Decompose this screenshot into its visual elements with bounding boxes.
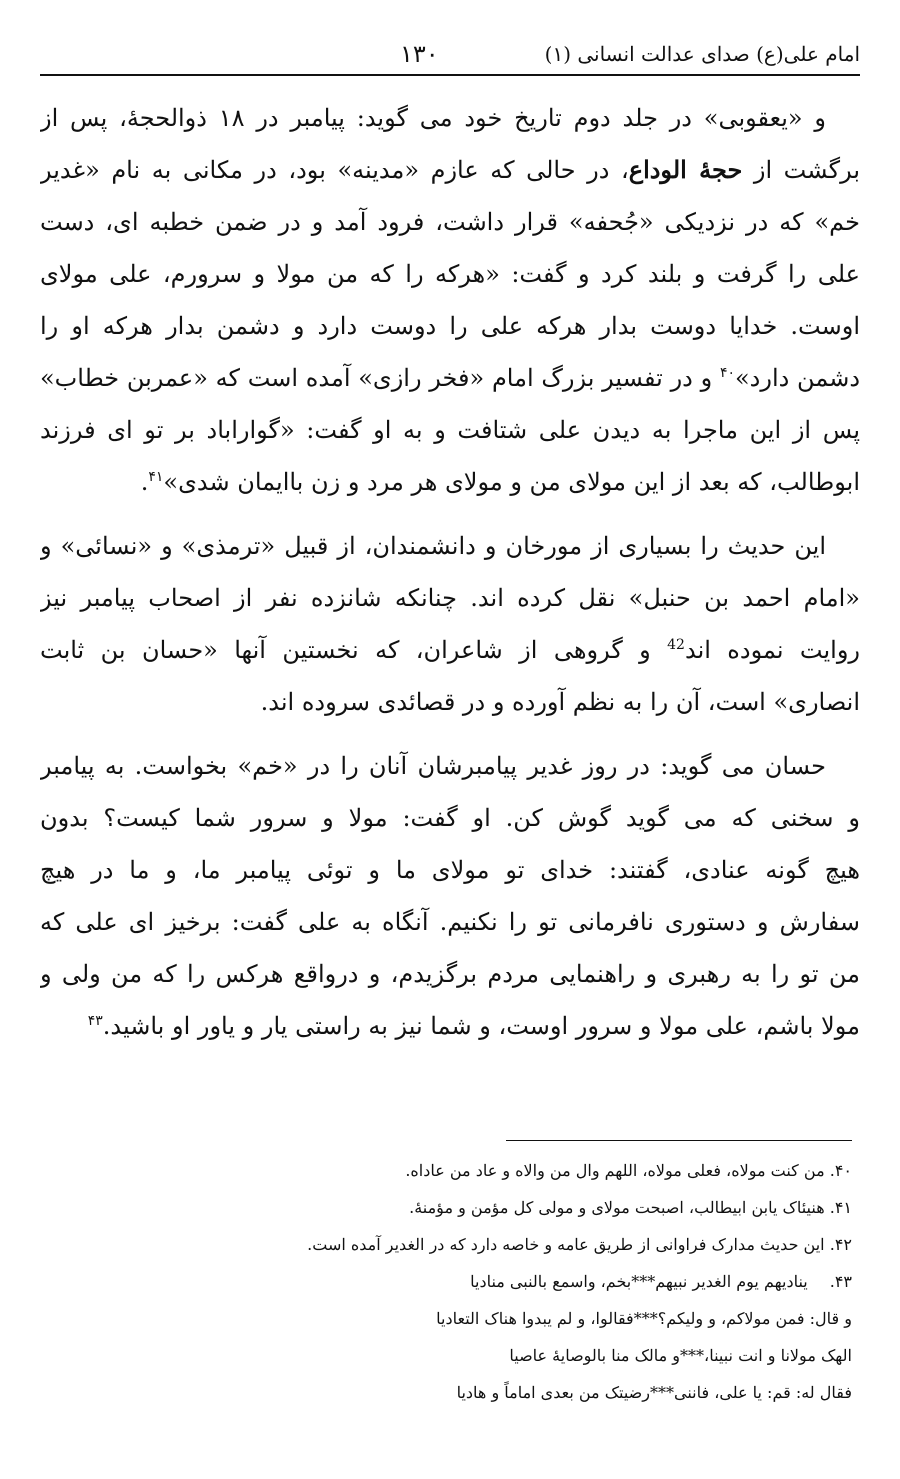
footnote-text: ینادیهم یوم الغدیر نبیهم***بخم، واسمع بالنبی منادیا (470, 1272, 808, 1291)
footnote-number: ۴۰. (829, 1161, 852, 1180)
text-line (40, 352, 860, 404)
footnote-divider (506, 1140, 852, 1141)
text-run: ابوطالب، که بعد از این مولای من و مولای هر مرد و زن باایمان شدی» (163, 468, 860, 496)
main-text (40, 92, 860, 1052)
text-line: و سخنی که می گوید گوش کن. او گفت: مولا و سرور شما کیست؟ بدون (40, 804, 860, 832)
text-line: این حدیث را بسیاری از مورخان و دانشمندان، از قبیل «ترمذی» و «نسائی» و (40, 532, 826, 560)
text-run: و در تفسیر بزرگ امام «فخر رازی» آمده است که «عمربن خطاب» (40, 364, 720, 392)
page-header (40, 30, 860, 76)
text-line: و «یعقوبی» در جلد دوم تاریخ خود می گوید: پیامبر در ۱۸ ذوالحجهٔ، پس از (40, 104, 826, 132)
footnotes (40, 1152, 852, 1411)
footnote-ref: ۴۰ (719, 365, 735, 381)
poem-line: الهک مولانا و انت نبینا،***و مالک منا بالوصایهٔ عاصیا (509, 1346, 852, 1365)
text-line: علی را گرفت و بلند کرد و گفت: «هرکه را که من مولا و سرورم، علی مولای (40, 260, 860, 288)
footnote-43 (40, 1263, 852, 1300)
text-run: دشمن دارد» (735, 364, 860, 392)
text-line (40, 1000, 860, 1052)
text-line: پس از این ماجرا به دیدن علی شتافت و به او گفت: «گواراباد بر تو ای فرزند (40, 416, 860, 444)
text-run: و گروهی از شاعران، که نخستین آنها «حسان بن ثابت (40, 636, 668, 664)
text-line (40, 456, 860, 508)
text-line: «امام احمد بن حنبل» نقل کرده اند. چنانکه شانزده نفر از اصحاب پیامبر نیز (40, 584, 860, 612)
text-line: من تو را به رهبری و راهنمایی مردم برگزیدم، و درواقع هرکس را که من ولی و (40, 960, 860, 988)
footnote-text: این حدیث مدارک فراوانی از طریق عامه و خاصه دارد که در الغدیر آمده است. (307, 1235, 830, 1254)
footnote-41 (40, 1189, 852, 1226)
poem-line: و قال: فمن مولاکم، و ولیکم؟***فقالوا، و لم یبدوا هناک التعادیا (436, 1309, 852, 1328)
bold-term: حجهٔ الوداع (628, 155, 743, 184)
footnote-ref: ۴۱ (148, 469, 164, 485)
text-run: . (140, 468, 149, 496)
running-title: امام علی(ع) صدای عدالت انسانی (۱) (544, 42, 860, 66)
text-run: مولا باشم، علی مولا و سرور اوست، و شما نیز به راستی یار و یاور او باشید. (102, 1012, 860, 1040)
text-line: حسان می گوید: در روز غدیر پیامبرشان آنان را در «خم» بخواست. به پیامبر (40, 752, 826, 780)
footnote-number: ۴۲. (829, 1235, 852, 1254)
footnote-number: ۴۳. (829, 1272, 852, 1291)
text-line: انصاری» است، آن را به نظم آورده و در قصائدی سروده اند. (260, 688, 860, 716)
text-run: ، در حالی که عازم «مدینه» بود، در مکانی به نام «غدیر (40, 156, 629, 184)
text-line (40, 144, 860, 196)
text-run: روایت نموده اند (684, 636, 860, 664)
footnote-40 (40, 1152, 852, 1189)
poem-line: فقال له: قم: یا علی، فاننی***رضیتک من بعدی اماماً و هادیا (456, 1383, 852, 1402)
footnote-number: ۴۱. (829, 1198, 852, 1217)
text-line: اوست. خدایا دوست بدار هرکه علی را دوست دارد و دشمن بدار هرکه او را (40, 312, 860, 340)
page-number: ۱۳۰ (400, 40, 439, 68)
footnote-text: هنیئاک یابن ابیطالب، اصبحت مولای و مولی کل مؤمن و مؤمنهٔ. (409, 1198, 830, 1217)
footnote-ref: 42 (667, 637, 685, 653)
text-line: هیچ گونه عنادی، گفتند: خدای تو مولای ما و توئی پیامبر ما، و ما در هیچ (40, 856, 860, 884)
text-line (40, 624, 860, 676)
footnote-42 (40, 1226, 852, 1263)
text-line: سفارش و دستوری نافرمانی تو را نکنیم. آنگاه به علی گفت: برخیز ای علی که (40, 908, 860, 936)
footnote-text: من کنت مولاه، فعلی مولاه، اللهم وال من والاه و عاد من عاداه. (405, 1161, 830, 1180)
text-run: برگشت از (742, 156, 860, 184)
footnote-ref: ۴۳ (87, 1013, 103, 1029)
text-line: خم» که در نزدیکی «جُحفه» قرار داشت، فرود آمد و در ضمن خطبه ای، دست (40, 208, 860, 236)
